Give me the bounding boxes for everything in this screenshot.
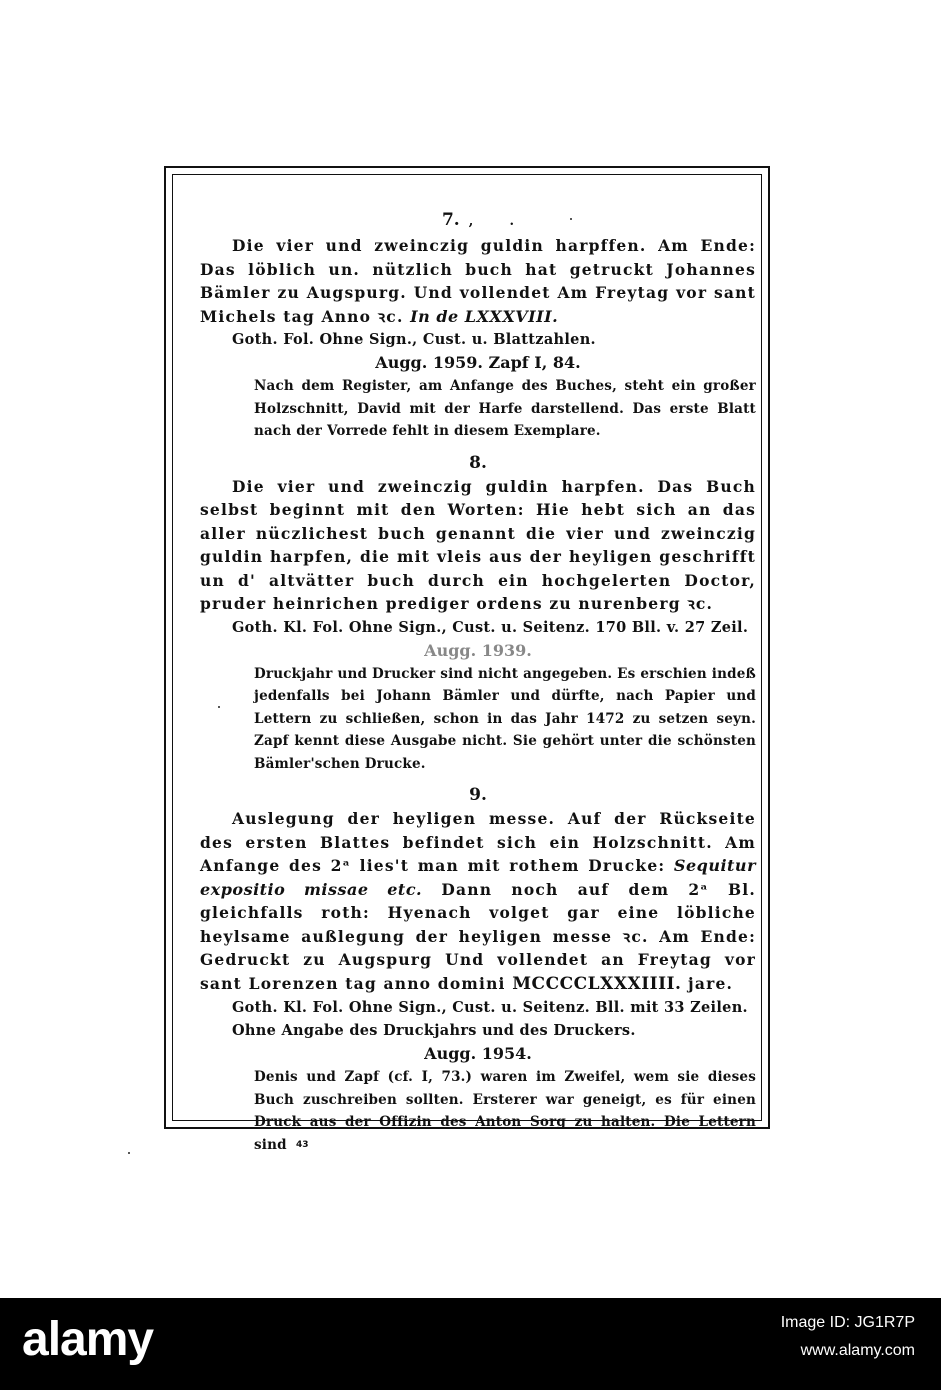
page-body <box>200 208 756 1156</box>
section-7-title-italic: In de LXXXVIII. <box>410 306 559 326</box>
section-7-note: Nach dem Register, am Anfange des Buches, steht ein großer Holzschnitt, David mit der Harfe darstellend. Das erste Blatt nach der Vorrede fehlt in diesem Exemplare. <box>254 378 756 439</box>
ink-speck <box>570 218 572 220</box>
section-8-note: Druckjahr und Drucker sind nicht angegeben. Es erschien indeß jedenfalls bei Johann Bämler und dürfte, nach Papier und Lettern zu schließen, schon in das Jahr 1472 zu setzen seyn. Zapf kennt diese Ausgabe nicht. Sie gehört unter die schönsten Bämler'schen Drucke. <box>254 665 756 772</box>
section-8-title: Die vier und zweinczig guldin harpfen. Das Buch selbst beginnt mit den Worten: Hie hebt sich an das aller nüczlichest buch genannt die vier und zweinczig guldin harpfen, die mit vleis aus der heyligen geschrifft un d' altvätter buch durch ein hochgelerten Doctor, pruder heinrichen prediger ordens zu nurenberg ꝛc. <box>200 476 756 613</box>
watermark-site: www.alamy.com <box>800 1342 915 1359</box>
watermark-logo: alamy <box>22 1313 154 1366</box>
section-9-title-c: jare. <box>681 973 734 993</box>
section-9-meta: Goth. Kl. Fol. Ohne Sign., Cust. u. Seitenz. Bll. mit 33 Zeilen. Ohne Angabe des Druckjahrs und des Druckers. <box>232 999 748 1039</box>
section-7-title-text: Die vier und zweinczig guldin harpffen. Am Ende: Das löblich un. nützlich buch hat getruckt Johannes Bämler zu Augspurg. Und vollendet Am Freytag vor sant Michels tag Anno ꝛc. <box>200 236 756 326</box>
watermark-image-id: Image ID: JG1R7P <box>780 1314 915 1331</box>
section-9-ref: Augg. 1954. <box>424 1044 532 1063</box>
section-9-title <box>200 807 756 996</box>
ink-speck <box>128 1152 130 1154</box>
watermark-id <box>781 1309 915 1365</box>
section-number-8: 8. <box>469 452 487 473</box>
section-7-title <box>200 234 756 328</box>
section-number-7: 7. , . <box>200 208 756 234</box>
section-9-title-italic: Sequitur expositio missae etc. <box>200 856 756 899</box>
ink-speck <box>218 706 220 708</box>
section-number-9: 9. <box>469 785 487 805</box>
section-8-meta: Goth. Kl. Fol. Ohne Sign., Cust. u. Seitenz. 170 Bll. v. 27 Zeil. <box>232 618 749 636</box>
section-8-ref: Augg. 1939. <box>424 640 532 660</box>
section-9-title-year: MCCCCLXXXIIII. <box>512 973 682 994</box>
section-9-title-a: Auslegung der heyligen messe. Auf der Rückseite des ersten Blattes befindet sich ein Holzschnitt. Am Anfange des 2ᵃ lies't man mit rothem Drucke: <box>200 809 756 875</box>
section-9-title-b: Dann noch auf dem 2ᵃ Bl. gleichfalls roth: Hyenach volget gar eine löbliche heylsame außlegung der heyligen messe ꝛc. Am Ende: Gedruckt zu Augspurg Und vollendet an Freytag vor sant Lorenzen tag anno domini <box>200 879 756 993</box>
section-7-meta: Goth. Fol. Ohne Sign., Cust. u. Blattzahlen. <box>232 331 596 348</box>
section-7-ref: Augg. 1959. Zapf I, 84. <box>375 353 581 372</box>
page-number: 43 <box>296 1140 309 1150</box>
section-9-note: Denis und Zapf (cf. I, 73.) waren im Zweifel, wem sie dieses Buch zuschreiben sollten. Ersterer war geneigt, es für einen Druck aus der Offizin des Anton Sorg zu halten. Die Lettern sind <box>254 1069 756 1153</box>
